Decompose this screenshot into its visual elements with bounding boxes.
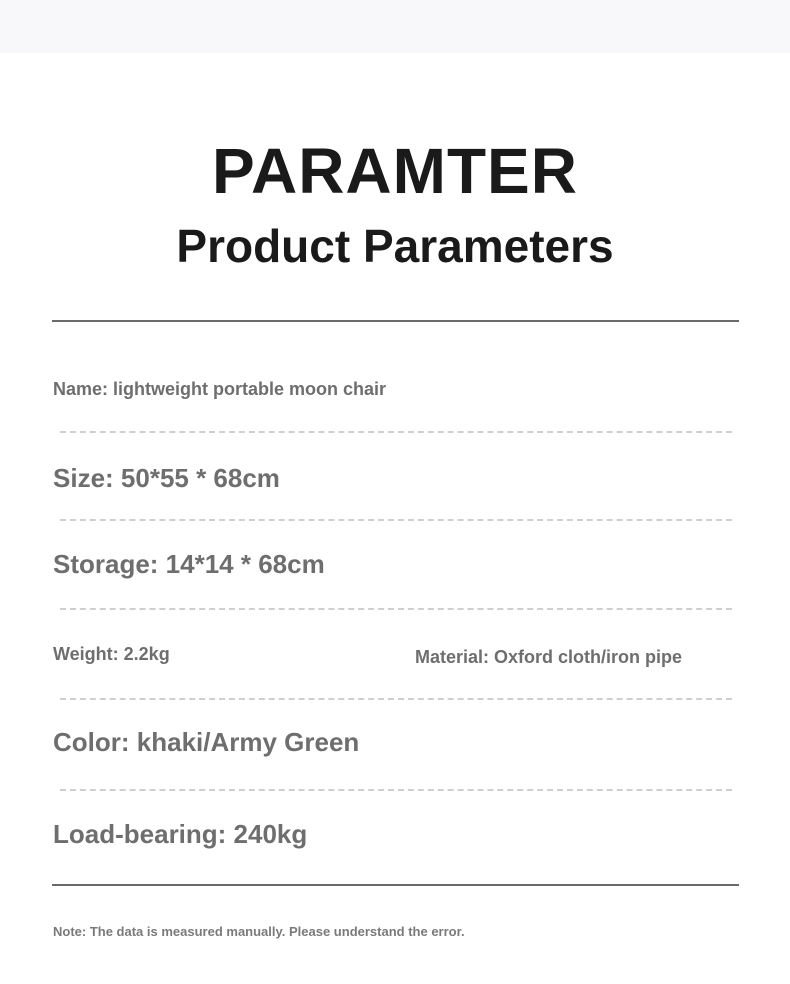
param-name: Name: lightweight portable moon chair bbox=[53, 379, 387, 399]
param-color: Color: khaki/Army Green bbox=[53, 727, 360, 757]
dashed-divider bbox=[60, 789, 732, 791]
page-subtitle: Product Parameters bbox=[176, 220, 614, 272]
param-material: Material: Oxford cloth/iron pipe bbox=[415, 647, 683, 667]
bottom-divider bbox=[52, 884, 739, 886]
dashed-divider bbox=[60, 431, 732, 433]
page-title: PARAMTER bbox=[212, 135, 578, 207]
top-band bbox=[0, 0, 790, 53]
footnote: Note: The data is measured manually. Please understand the error. bbox=[53, 924, 465, 939]
dashed-divider bbox=[60, 698, 732, 700]
param-load-bearing: Load-bearing: 240kg bbox=[53, 819, 308, 849]
dashed-divider bbox=[60, 608, 732, 610]
param-storage: Storage: 14*14 * 68cm bbox=[53, 549, 325, 579]
param-size: Size: 50*55 * 68cm bbox=[53, 463, 280, 493]
dashed-divider bbox=[60, 519, 732, 521]
top-divider bbox=[52, 320, 739, 322]
param-weight: Weight: 2.2kg bbox=[53, 644, 170, 664]
